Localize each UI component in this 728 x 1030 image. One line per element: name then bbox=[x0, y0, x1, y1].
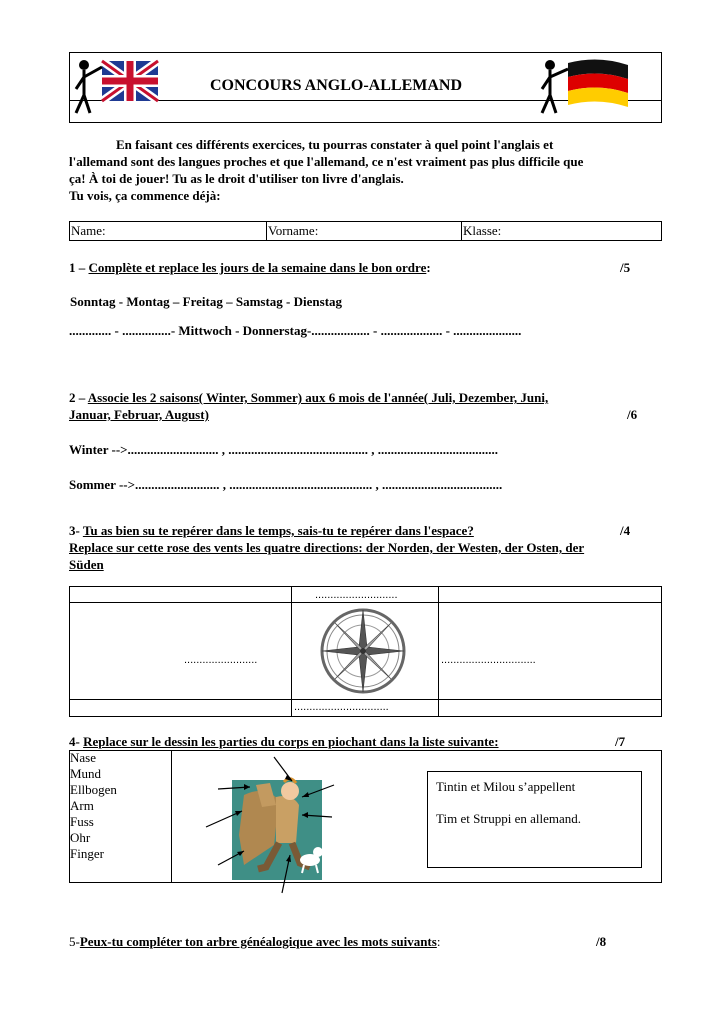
exercise-3-title: Tu as bien su te repérer dans le temps, sais-tu te repérer dans l'espace? bbox=[82, 523, 474, 538]
exercise-1-words: Sonntag - Montag – Freitag – Samstag - Dienstag bbox=[70, 294, 343, 309]
student-row-divider-2 bbox=[461, 221, 462, 241]
exercise-5-score: /8 bbox=[596, 934, 607, 949]
compass-table-row-line-2 bbox=[69, 699, 662, 700]
student-info-row bbox=[69, 221, 662, 241]
exercise-1-number: 1 – bbox=[69, 260, 89, 275]
exercise-4-score: /7 bbox=[615, 734, 626, 749]
compass-south-blank[interactable]: ............................... bbox=[294, 701, 389, 713]
exercise-2-winter-line[interactable]: Winter -->............................ , ........................................... , ..................................... bbox=[69, 442, 499, 457]
intro-line-4: Tu vois, ça commence déjà: bbox=[69, 188, 221, 203]
exercise-4-title: Replace sur le dessin les parties du corps en piochant dans la liste suivante: bbox=[83, 734, 499, 749]
body-part-word-list bbox=[70, 750, 117, 862]
exercise-1-sequence[interactable]: ............. - ...............- Mittwoch - Donnerstag-.................. - ................... - ..................... bbox=[69, 323, 522, 338]
exercise-2-number: 2 – bbox=[69, 390, 88, 405]
exercise-4-number: 4- bbox=[69, 734, 84, 749]
exercise-4-heading bbox=[69, 734, 499, 750]
compass-east-blank[interactable]: ............................... bbox=[441, 654, 536, 666]
compass-table-row-line-1 bbox=[69, 602, 662, 603]
klasse-field-label[interactable]: Klasse: bbox=[463, 223, 502, 238]
intro-line-1: En faisant ces différents exercices, tu pourras constater à quel point l'anglais et bbox=[116, 137, 554, 152]
exercise-5-number: 5- bbox=[69, 934, 80, 949]
exercise-2-sommer-line[interactable]: Sommer -->.......................... , ............................................ , ..................................... bbox=[69, 477, 503, 492]
body-part-word: Nase bbox=[70, 750, 96, 765]
exercise-3-number: 3- bbox=[69, 523, 83, 538]
exercise-5-heading bbox=[69, 934, 440, 950]
intro-line-2: l'allemand sont des langues proches et que l'allemand, ce n'est vraiment pas plus difficile que bbox=[69, 154, 584, 169]
tintin-note-line-1: Tintin et Milou s’appellent bbox=[436, 779, 576, 794]
body-part-word: Ellbogen bbox=[70, 782, 117, 797]
compass-table-col-line-2 bbox=[438, 586, 439, 717]
compass-west-blank[interactable]: ........................ bbox=[184, 654, 258, 666]
uk-flag-stickman-icon bbox=[72, 55, 162, 121]
exercise-5-colon: : bbox=[436, 934, 441, 949]
page-title: CONCOURS ANGLO-ALLEMAND bbox=[210, 77, 463, 94]
body-part-word: Finger bbox=[70, 846, 104, 861]
student-row-divider-1 bbox=[266, 221, 267, 241]
exercise-2-title-2: Januar, Februar, August) bbox=[69, 407, 209, 422]
exercise-1-score: /5 bbox=[620, 260, 631, 275]
tintin-note-line-2: Tim et Struppi en allemand. bbox=[436, 811, 582, 826]
exercise-2-title-1: Associe les 2 saisons( Winter, Sommer) aux 6 mois de l'année( Juli, Dezember, Juni, bbox=[87, 390, 549, 405]
body-part-word: Mund bbox=[70, 766, 102, 781]
name-field-label[interactable]: Name: bbox=[71, 223, 106, 238]
body-part-word: Ohr bbox=[70, 830, 91, 845]
exercise-5-title: Peux-tu compléter ton arbre généalogique avec les mots suivants bbox=[79, 934, 437, 949]
body-part-word: Arm bbox=[70, 798, 94, 813]
exercise-3-instruction-1: Replace sur cette rose des vents les quatre directions: der Norden, der Westen, der Osten, der bbox=[69, 540, 585, 555]
exercise-1-colon: : bbox=[426, 260, 431, 275]
exercise-3-instruction-2: Süden bbox=[69, 557, 104, 572]
exercise-3-score: /4 bbox=[620, 523, 631, 538]
compass-rose-icon bbox=[317, 606, 409, 696]
exercise-2-score: /6 bbox=[627, 407, 638, 422]
body-parts-table-divider bbox=[171, 750, 172, 883]
vorname-field-label[interactable]: Vorname: bbox=[268, 223, 319, 238]
exercise-1-heading bbox=[69, 260, 431, 276]
compass-north-blank[interactable]: ........................... bbox=[315, 589, 398, 601]
compass-table-col-line-1 bbox=[291, 586, 292, 717]
intro-line-3: ça! À toi de jouer! Tu as le droit d'utiliser ton livre d'anglais. bbox=[69, 171, 404, 186]
exercise-1-title: Complète et replace les jours de la semaine dans le bon ordre bbox=[88, 260, 427, 275]
exercise-3-heading bbox=[69, 523, 474, 539]
tintin-illustration bbox=[204, 755, 354, 895]
exercise-2-heading-line-1 bbox=[69, 390, 548, 406]
german-flag-stickman-icon bbox=[538, 55, 634, 121]
body-part-word: Fuss bbox=[70, 814, 94, 829]
